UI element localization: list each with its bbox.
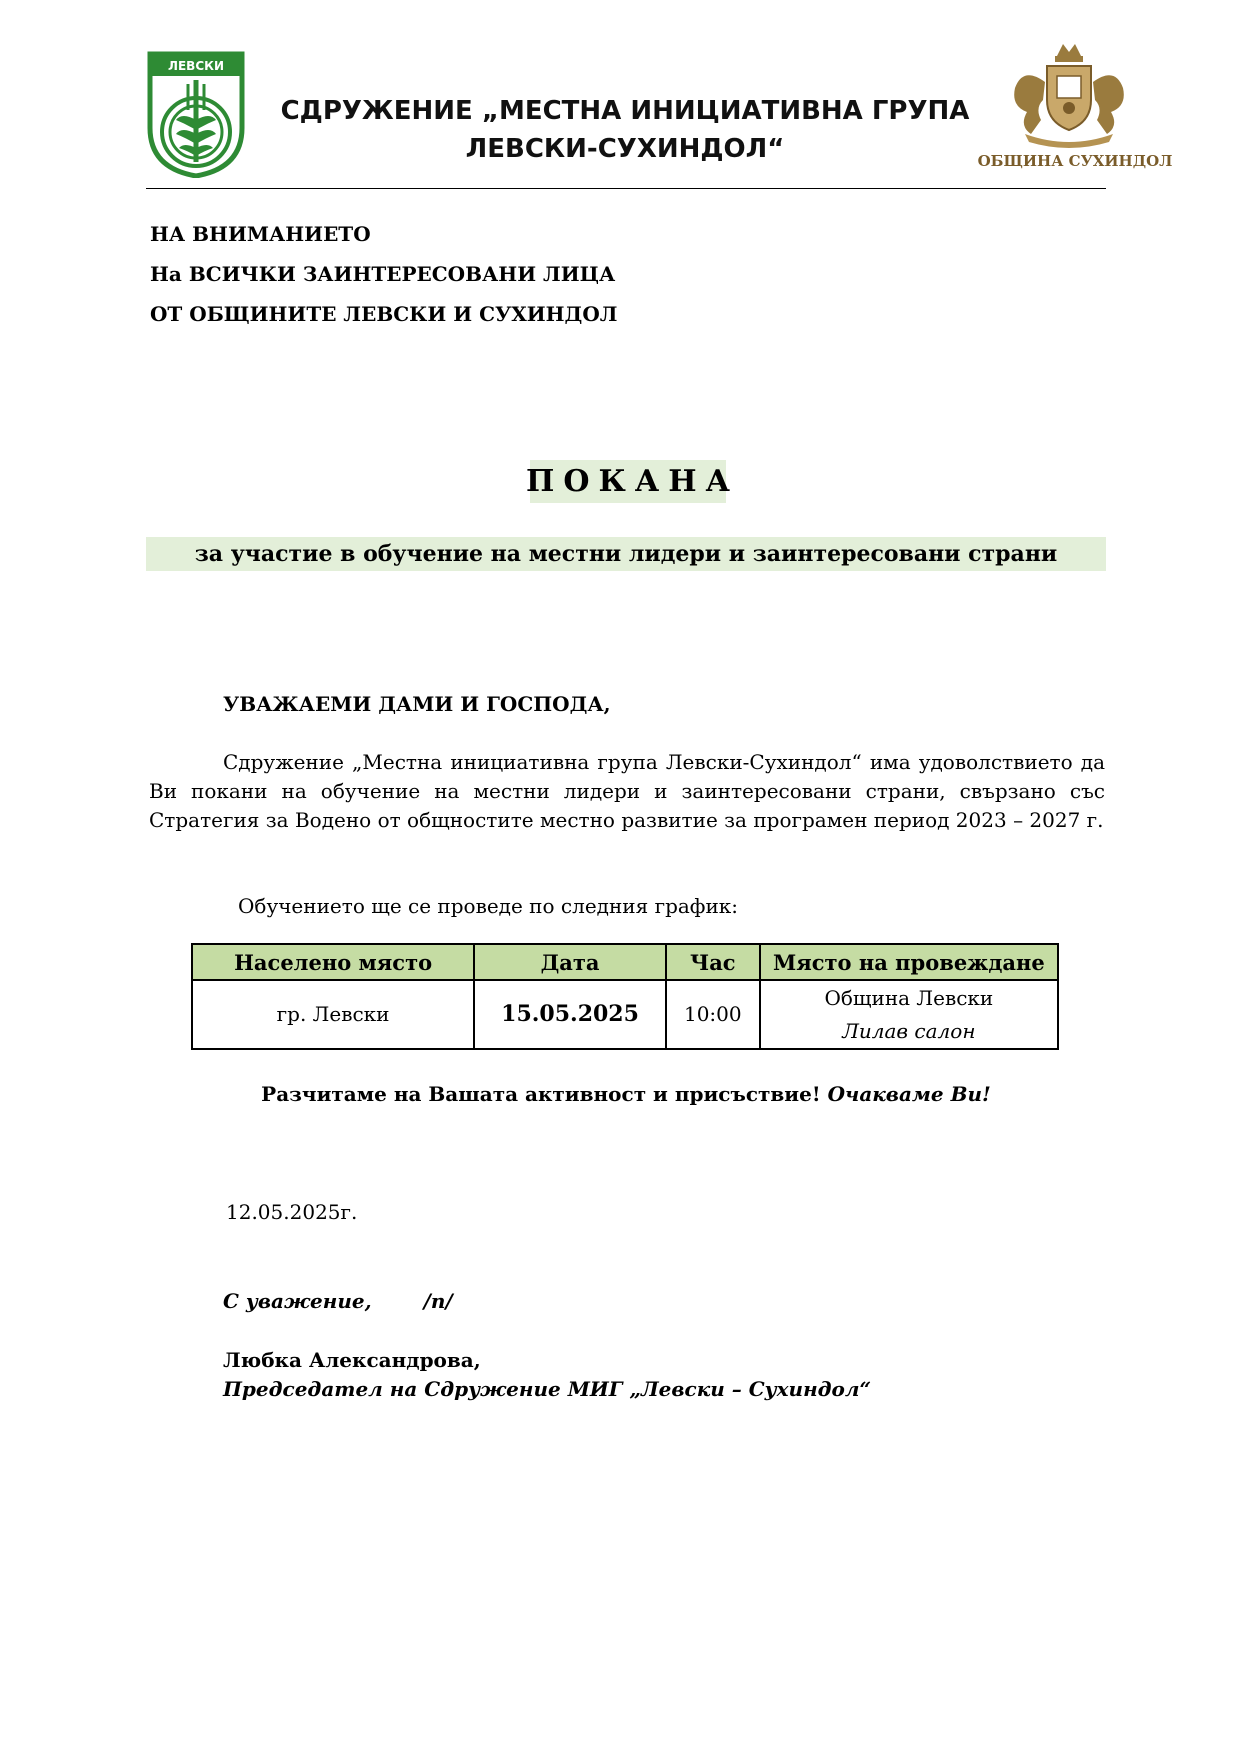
regards-text: С уважение, <box>223 1289 372 1313</box>
regards-line <box>223 1289 453 1313</box>
signature-mark: /п/ <box>423 1289 453 1313</box>
levski-logo <box>146 50 246 178</box>
signer-title: Председател на Сдружение МИГ „Левски – Сухиндол“ <box>223 1377 872 1401</box>
body-text: Сдружение „Местна инициативна група Левски-Сухиндол“ има удоволствието да Ви покани на обучение на местни лидери и заинтересовани страни, свързано със Стратегия за Водено от общностите местно развитие за програмен период 2023 – 2027 г. <box>149 750 1105 832</box>
greeting: УВАЖАЕМИ ДАМИ И ГОСПОДА, <box>223 692 611 716</box>
attention-line-3: ОТ ОБЩИНИТЕ ЛЕВСКИ И СУХИНДОЛ <box>150 302 618 326</box>
cell-date: 15.05.2025 <box>474 980 666 1049</box>
cell-place: гр. Левски <box>192 980 474 1049</box>
column-header-date: Дата <box>474 944 666 980</box>
header-divider <box>146 188 1106 189</box>
column-header-place: Населено място <box>192 944 474 980</box>
crest-icon <box>1005 42 1133 150</box>
schedule-intro: Обучението ще се проведе по следния график: <box>238 894 739 918</box>
column-header-time: Час <box>666 944 760 980</box>
invitation-subtitle: за участие в обучение на местни лидери и заинтересовани страни <box>194 541 1058 567</box>
cell-time: 10:00 <box>666 980 760 1049</box>
body-paragraph <box>149 748 1105 835</box>
closing-line <box>146 1082 1106 1106</box>
attention-line-2: На ВСИЧКИ ЗАИНТЕРЕСОВАНИ ЛИЦА <box>150 262 616 286</box>
invitation-subtitle-box <box>146 537 1106 571</box>
closing-text: Разчитаме на Вашата активност и присъствие! <box>261 1082 821 1106</box>
organization-title-line2: ЛЕВСКИ-СУХИНДОЛ“ <box>465 134 785 164</box>
table-header-row <box>192 944 1058 980</box>
document-date: 12.05.2025г. <box>226 1200 358 1224</box>
closing-emphasis: Очакваме Ви! <box>827 1082 991 1106</box>
signer-name: Любка Александрова, <box>223 1348 481 1372</box>
invitation-title: ПОКАНА <box>526 464 739 499</box>
venue-line1: Община Левски <box>824 985 994 1010</box>
column-header-venue: Място на провеждане <box>760 944 1058 980</box>
sukhindol-logo <box>975 42 1175 177</box>
levski-logo-label: ЛЕВСКИ <box>168 59 224 73</box>
invitation-title-box <box>526 460 739 503</box>
organization-title-line1: СДРУЖЕНИЕ „МЕСТНА ИНИЦИАТИВНА ГРУПА <box>280 96 970 126</box>
table-row <box>192 980 1058 1049</box>
organization-title <box>255 92 995 168</box>
attention-line-1: НА ВНИМАНИЕТО <box>150 222 371 246</box>
cell-venue <box>760 980 1058 1049</box>
venue-line2: Лилав салон <box>842 1018 976 1043</box>
schedule-table <box>191 943 1059 1050</box>
municipality-caption: ОБЩИНА СУХИНДОЛ <box>977 152 1173 170</box>
signer-block <box>223 1346 871 1404</box>
